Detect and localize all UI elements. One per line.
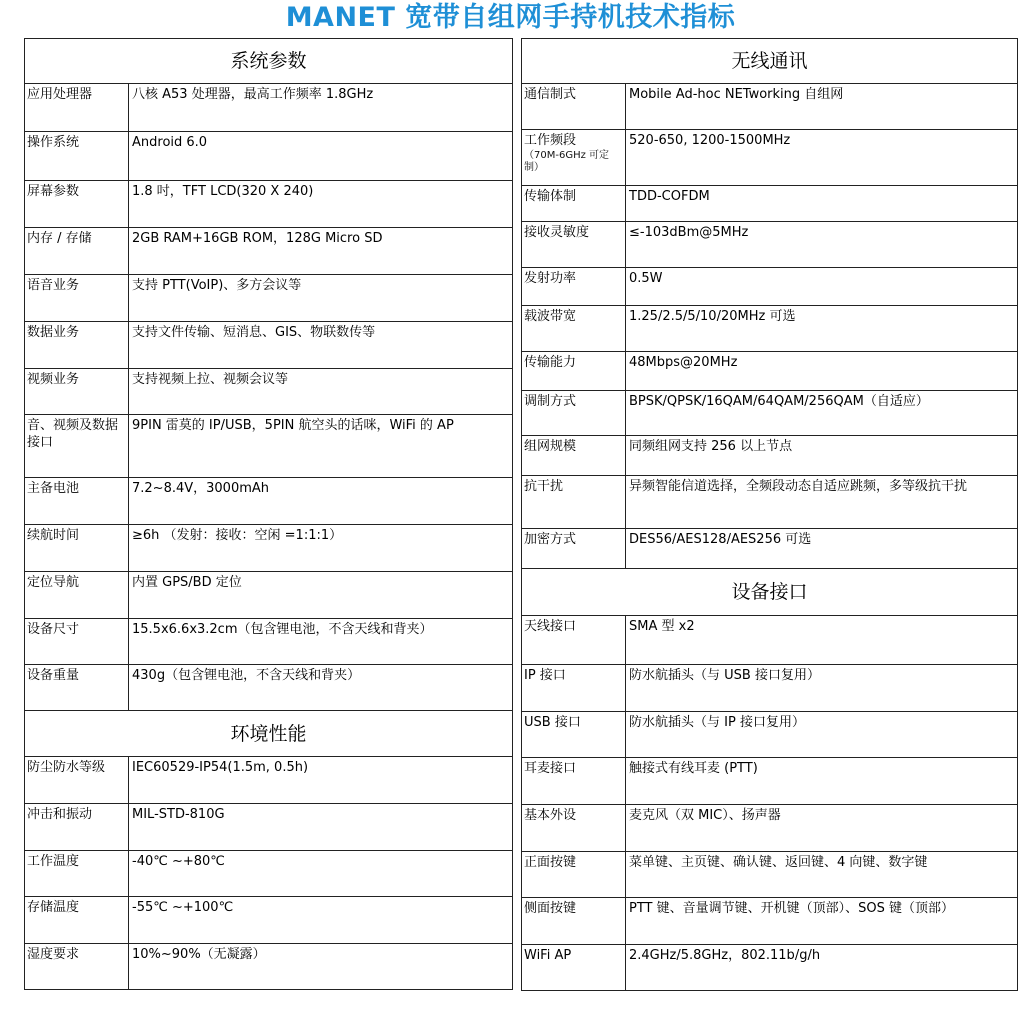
spec-value: TDD-COFDM <box>626 186 1018 222</box>
table-row <box>25 369 513 415</box>
spec-key: 设备重量 <box>25 665 129 711</box>
spec-key: 组网规模 <box>522 436 626 476</box>
table-row <box>25 804 513 851</box>
spec-value: PTT 键、音量调节键、开机键（顶部）、SOS 键（顶部） <box>626 898 1018 945</box>
spec-value: 防水航插头（与 USB 接口复用） <box>626 665 1018 712</box>
spec-key: 视频业务 <box>25 369 129 415</box>
table-row <box>522 616 1018 665</box>
spec-key: 接收灵敏度 <box>522 222 626 268</box>
section-header-row <box>25 711 513 757</box>
table-row <box>522 758 1018 805</box>
spec-value: 支持视频上拉、视频会议等 <box>129 369 513 415</box>
spec-value: -40℃ ~+80℃ <box>129 851 513 897</box>
spec-key: 主备电池 <box>25 478 129 525</box>
table-row <box>25 478 513 525</box>
spec-key: 存储温度 <box>25 897 129 944</box>
table-row <box>522 852 1018 898</box>
spec-key: 工作频段 <box>524 133 577 148</box>
table-row <box>25 944 513 990</box>
spec-value: 15.5x6.6x3.2cm（包含锂电池，不含天线和背夹） <box>129 619 513 665</box>
spec-value: Mobile Ad-hoc NETworking 自组网 <box>626 84 1018 130</box>
spec-key-note: （70M-6GHz 可定制） <box>524 150 610 173</box>
spec-value: ≤-103dBm@5MHz <box>626 222 1018 268</box>
spec-value: -55℃ ~+100℃ <box>129 897 513 944</box>
spec-key: IP 接口 <box>522 665 626 712</box>
spec-key: 屏幕参数 <box>25 181 129 228</box>
spec-key: 通信制式 <box>522 84 626 130</box>
spec-key-with-note <box>522 130 626 186</box>
section-header-row <box>25 39 513 84</box>
spec-key: 操作系统 <box>25 132 129 181</box>
table-row <box>25 897 513 944</box>
table-row <box>522 436 1018 476</box>
spec-key: 载波带宽 <box>522 306 626 352</box>
table-row <box>25 757 513 804</box>
spec-value: IEC60529-IP54(1.5m, 0.5h) <box>129 757 513 804</box>
spec-value: 防水航插头（与 IP 接口复用） <box>626 712 1018 758</box>
table-row <box>522 352 1018 391</box>
table-row <box>25 275 513 322</box>
spec-value: 支持 PTT(VoIP)、多方会议等 <box>129 275 513 322</box>
spec-key: 应用处理器 <box>25 84 129 132</box>
page-title: MANET 宽带自组网手持机技术指标 <box>285 2 736 33</box>
spec-key: 冲击和振动 <box>25 804 129 851</box>
spec-key: 发射功率 <box>522 268 626 306</box>
table-row <box>522 268 1018 306</box>
section-header-system: 系统参数 <box>25 39 513 84</box>
table-row <box>522 712 1018 758</box>
spec-value: Android 6.0 <box>129 132 513 181</box>
spec-value: 2GB RAM+16GB ROM，128G Micro SD <box>129 228 513 275</box>
spec-value: MIL-STD-810G <box>129 804 513 851</box>
spec-key: 设备尺寸 <box>25 619 129 665</box>
table-row <box>522 130 1018 186</box>
table-row <box>25 665 513 711</box>
table-row <box>25 525 513 572</box>
spec-key: 天线接口 <box>522 616 626 665</box>
spec-value: 7.2~8.4V，3000mAh <box>129 478 513 525</box>
table-row <box>522 306 1018 352</box>
spec-value: ≥6h （发射：接收：空闲 =1:1:1） <box>129 525 513 572</box>
spec-value: 触接式有线耳麦 (PTT) <box>626 758 1018 805</box>
spec-value: 同频组网支持 256 以上节点 <box>626 436 1018 476</box>
table-row <box>25 415 513 478</box>
spec-key: 耳麦接口 <box>522 758 626 805</box>
spec-value: SMA 型 x2 <box>626 616 1018 665</box>
spec-key: 基本外设 <box>522 805 626 852</box>
table-row <box>522 665 1018 712</box>
right-spec-table <box>521 38 1018 991</box>
table-row <box>522 84 1018 130</box>
spec-key: 防尘防水等级 <box>25 757 129 804</box>
section-header-wireless: 无线通讯 <box>522 39 1018 84</box>
section-header-interfaces: 设备接口 <box>522 569 1018 616</box>
table-row <box>25 322 513 369</box>
spec-key: 内存 / 存储 <box>25 228 129 275</box>
spec-key: 抗干扰 <box>522 476 626 529</box>
section-header-row <box>522 569 1018 616</box>
spec-key: 数据业务 <box>25 322 129 369</box>
spec-value: 内置 GPS/BD 定位 <box>129 572 513 619</box>
spec-value: 430g（包含锂电池，不含天线和背夹） <box>129 665 513 711</box>
spec-key: 传输体制 <box>522 186 626 222</box>
table-row <box>522 529 1018 569</box>
table-row <box>522 391 1018 436</box>
spec-key: 侧面按键 <box>522 898 626 945</box>
spec-key: 续航时间 <box>25 525 129 572</box>
spec-value: BPSK/QPSK/16QAM/64QAM/256QAM（自适应） <box>626 391 1018 436</box>
table-row <box>522 186 1018 222</box>
table-row <box>25 572 513 619</box>
table-row <box>25 228 513 275</box>
spec-value: 9PIN 雷莫的 IP/USB，5PIN 航空头的话咪，WiFi 的 AP <box>129 415 513 478</box>
table-row <box>522 945 1018 991</box>
spec-key: 工作温度 <box>25 851 129 897</box>
spec-key: 正面按键 <box>522 852 626 898</box>
table-row <box>522 898 1018 945</box>
spec-value: 1.25/2.5/5/10/20MHz 可选 <box>626 306 1018 352</box>
table-row <box>522 476 1018 529</box>
spec-value: 0.5W <box>626 268 1018 306</box>
spec-key: 湿度要求 <box>25 944 129 990</box>
spec-value: 麦克风（双 MIC）、扬声器 <box>626 805 1018 852</box>
spec-key: 语音业务 <box>25 275 129 322</box>
spec-key: WiFi AP <box>522 945 626 991</box>
spec-value: 520-650, 1200-1500MHz <box>626 130 1018 186</box>
spec-value: 48Mbps@20MHz <box>626 352 1018 391</box>
spec-value: 菜单键、主页键、确认键、返回键、4 向键、数字键 <box>626 852 1018 898</box>
spec-key: 调制方式 <box>522 391 626 436</box>
table-row <box>25 132 513 181</box>
spec-value: 2.4GHz/5.8GHz，802.11b/g/h <box>626 945 1018 991</box>
table-row <box>522 805 1018 852</box>
spec-key: USB 接口 <box>522 712 626 758</box>
spec-key: 音、视频及数据接口 <box>25 415 129 478</box>
spec-key: 加密方式 <box>522 529 626 569</box>
spec-value: 1.8 吋，TFT LCD(320 X 240) <box>129 181 513 228</box>
spec-key: 定位导航 <box>25 572 129 619</box>
section-header-row <box>522 39 1018 84</box>
table-row <box>25 851 513 897</box>
table-row <box>25 619 513 665</box>
spec-value: DES56/AES128/AES256 可选 <box>626 529 1018 569</box>
table-row <box>522 222 1018 268</box>
section-header-environment: 环境性能 <box>25 711 513 757</box>
spec-value: 异频智能信道选择，全频段动态自适应跳频，多等级抗干扰 <box>626 476 1018 529</box>
spec-key: 传输能力 <box>522 352 626 391</box>
spec-value: 10%~90%（无凝露） <box>129 944 513 990</box>
table-row <box>25 84 513 132</box>
left-spec-table <box>24 38 513 990</box>
table-row <box>25 181 513 228</box>
spec-value: 八核 A53 处理器，最高工作频率 1.8GHz <box>129 84 513 132</box>
spec-value: 支持文件传输、短消息、GIS、物联数传等 <box>129 322 513 369</box>
